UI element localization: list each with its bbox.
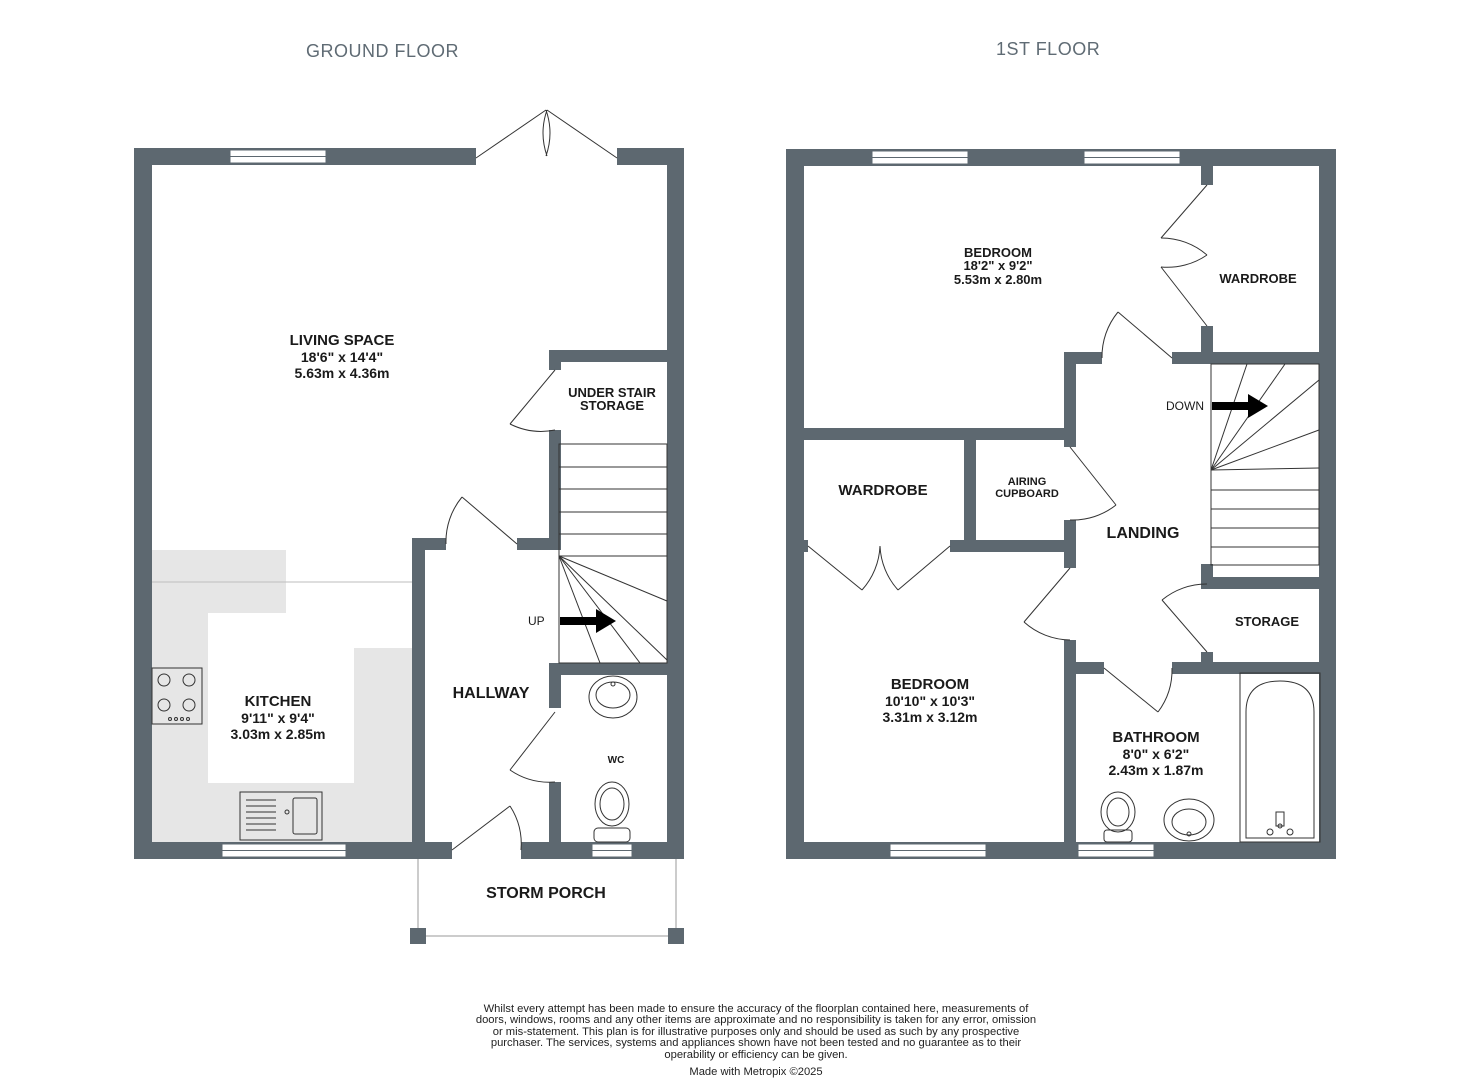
storm-porch-label [466,886,626,902]
wc-label [596,753,636,769]
room-name-line1: UNDER STAIR [568,385,656,400]
arrow-right-icon [560,609,616,633]
stairs-up-label: UP [528,614,545,628]
room-dimensions-imperial: 10'10" x 10'3" [884,693,975,709]
credit-text: Made with Metropix ©2025 [689,1066,823,1078]
door-swing-icon [510,370,555,431]
room-name-line2: CUPBOARD [995,488,1059,500]
door-swing-icon [452,806,521,850]
room-name: WARDROBE [1219,271,1297,286]
basin-icon [1164,799,1214,841]
room-name: LIVING SPACE [289,332,395,349]
room-dimensions-imperial: 18'6" x 14'4" [300,349,384,365]
living-space-label [242,333,442,381]
stairs-down-label: DOWN [1166,399,1204,413]
first-floor-title: 1ST FLOOR [996,39,1101,59]
kitchen-label [178,694,378,742]
disclaimer-text: Whilst every attempt has been made to ensure the accuracy of the floorplan contained here, measurements of doors, windows, rooms and any other items are approximate and no responsibility is taken for any error, omission or mis-statement. This plan is for illustrative purposes only and should be used as such by any prospective purchaser. The services, systems and appliances shown have not been tested and no guarantee as to their operability or efficiency can be given. [475,1003,1037,1061]
room-dimensions-metric: 2.43m x 1.87m [1108,762,1204,778]
airing-cupboard-label [982,476,1072,500]
wardrobe-1-label [1212,272,1304,285]
bath-icon [1240,673,1320,842]
room-name: WC [607,755,625,766]
door-swing-icon [476,110,617,158]
room-name: STORM PORCH [486,885,606,902]
room-name: BEDROOM [964,245,1032,260]
ground-floor-title: GROUND FLOOR [306,41,460,61]
room-dimensions-metric: 3.31m x 3.12m [882,709,978,725]
door-swing-icon [446,497,517,544]
landing-label [1093,526,1193,542]
under-stair-storage-label [562,386,662,412]
bathroom-label [1086,730,1226,778]
ground-floor-plan [134,110,684,944]
room-name: STORAGE [1234,614,1300,629]
bedroom-1-label [918,246,1078,287]
room-dimensions-metric: 5.63m x 4.36m [294,365,390,381]
room-dimensions-imperial: 9'11" x 9'4" [241,710,315,726]
room-name: LANDING [1106,525,1180,542]
toilet-icon [1101,792,1135,842]
wardrobe-2-label [828,483,938,499]
basin-icon [589,676,637,718]
window-icon [222,150,632,857]
room-name: KITCHEN [244,693,312,710]
room-name: WARDROBE [838,482,928,499]
room-name: BEDROOM [890,676,970,693]
arrow-right-icon [1212,394,1268,418]
room-name-line1: AIRING [1007,476,1047,488]
hallway-label [441,686,541,702]
room-dimensions-metric: 5.53m x 2.80m [953,272,1043,287]
storage-label [1222,615,1312,628]
room-dimensions-imperial: 18'2" x 9'2" [963,258,1033,273]
bedroom-2-label [850,677,1010,725]
room-dimensions-metric: 3.03m x 2.85m [230,726,326,742]
toilet-icon [594,782,630,842]
staircase-down [1211,364,1319,565]
door-swing-icon [510,712,555,782]
room-name-line2: STORAGE [579,398,645,413]
staircase-up [559,444,667,663]
room-name: BATHROOM [1112,729,1200,746]
room-name: HALLWAY [452,685,530,702]
room-dimensions-imperial: 8'0" x 6'2" [1122,746,1190,762]
